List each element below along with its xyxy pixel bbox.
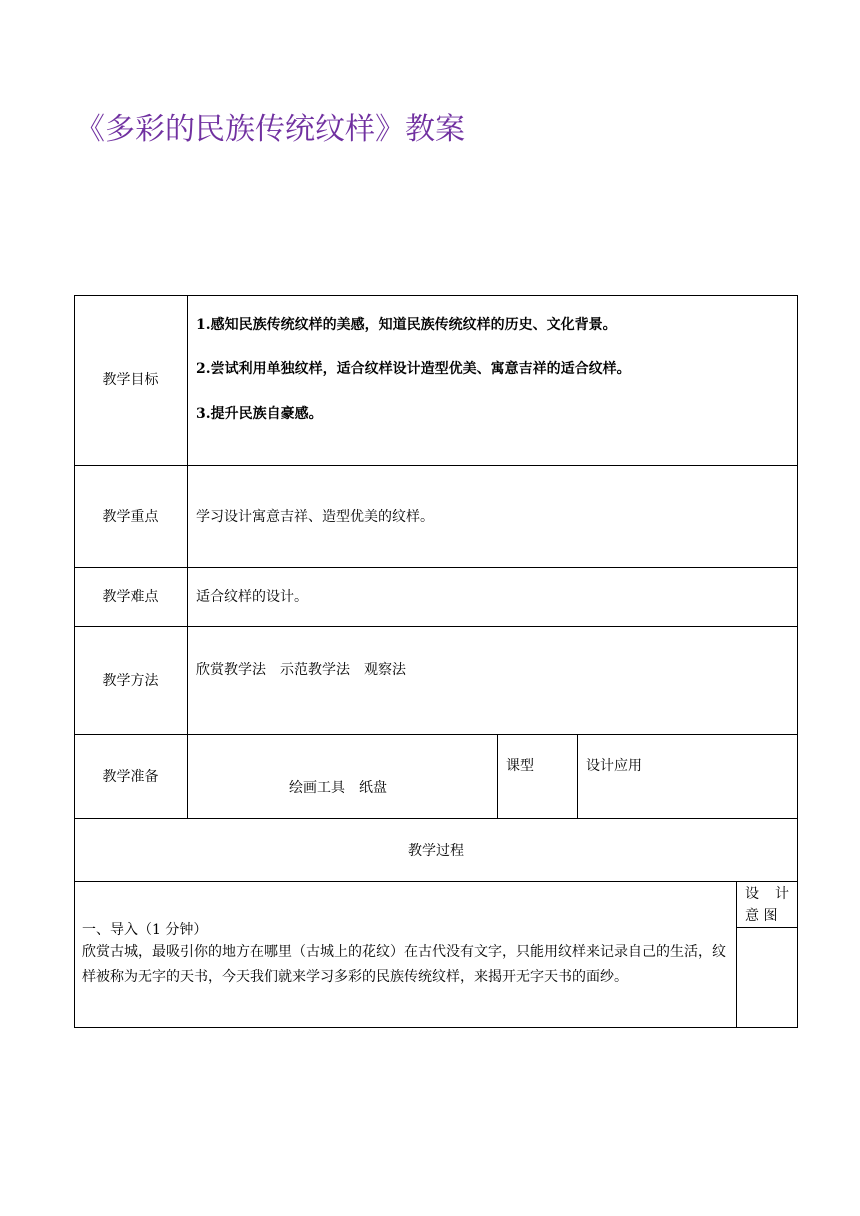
methods-content: 欣赏教学法 示范教学法 观察法 [196,662,406,678]
row-divider [74,734,798,735]
side-column-divider [736,881,737,1028]
lesson-type-label: 课型 [506,758,534,774]
design-intent-label-line2: 意 图 [745,908,778,924]
intro-body: 欣赏古城，最吸引你的地方在哪里（古城上的花纹）在古代没有文字，只能用纹样来记录自己的生活，纹样被称为无字的天书，今天我们就来学习多彩的民族传统纹样，来揭开无字天书的面纱。 [82,944,726,985]
row-divider [74,626,798,627]
side-cell-divider [736,927,798,928]
table-border-bottom [74,1027,798,1028]
design-intent-label-line1: 设 计 [745,886,790,902]
lesson-plan-table [74,295,798,1028]
lesson-type-value: 设计应用 [586,758,642,774]
difficulties-label: 教学难点 [102,589,159,605]
table-border-top [74,295,798,296]
row-divider [74,818,798,819]
row-divider [74,465,798,466]
row-divider [74,881,798,882]
type-column-divider [577,734,578,819]
document-title: 《多彩的民族传统纹样》教案 [75,112,465,147]
label-column-divider [187,295,188,819]
key-points-content: 学习设计寓意吉祥、造型优美的纹样。 [196,509,434,525]
row-divider [74,567,798,568]
methods-label: 教学方法 [102,673,159,689]
objective-item-1: 1.感知民族传统纹样的美感，知道民族传统纹样的历史、文化背景。 [196,317,617,333]
key-points-label: 教学重点 [102,509,159,525]
preparation-label: 教学准备 [102,769,159,785]
table-border-right [797,295,798,1028]
preparation-content: 绘画工具 纸盘 [289,780,387,796]
difficulties-content: 适合纹样的设计。 [196,589,308,605]
objective-item-3: 3.提升民族自豪感。 [196,406,323,422]
prep-column-divider [497,734,498,819]
objective-item-2: 2.尝试利用单独纹样，适合纹样设计造型优美、寓意吉祥的适合纹样。 [196,361,631,377]
table-border-left [74,295,75,1028]
objectives-label: 教学目标 [102,372,159,388]
intro-heading: 一、导入（1 分钟） [82,922,208,938]
process-label: 教学过程 [408,843,464,859]
